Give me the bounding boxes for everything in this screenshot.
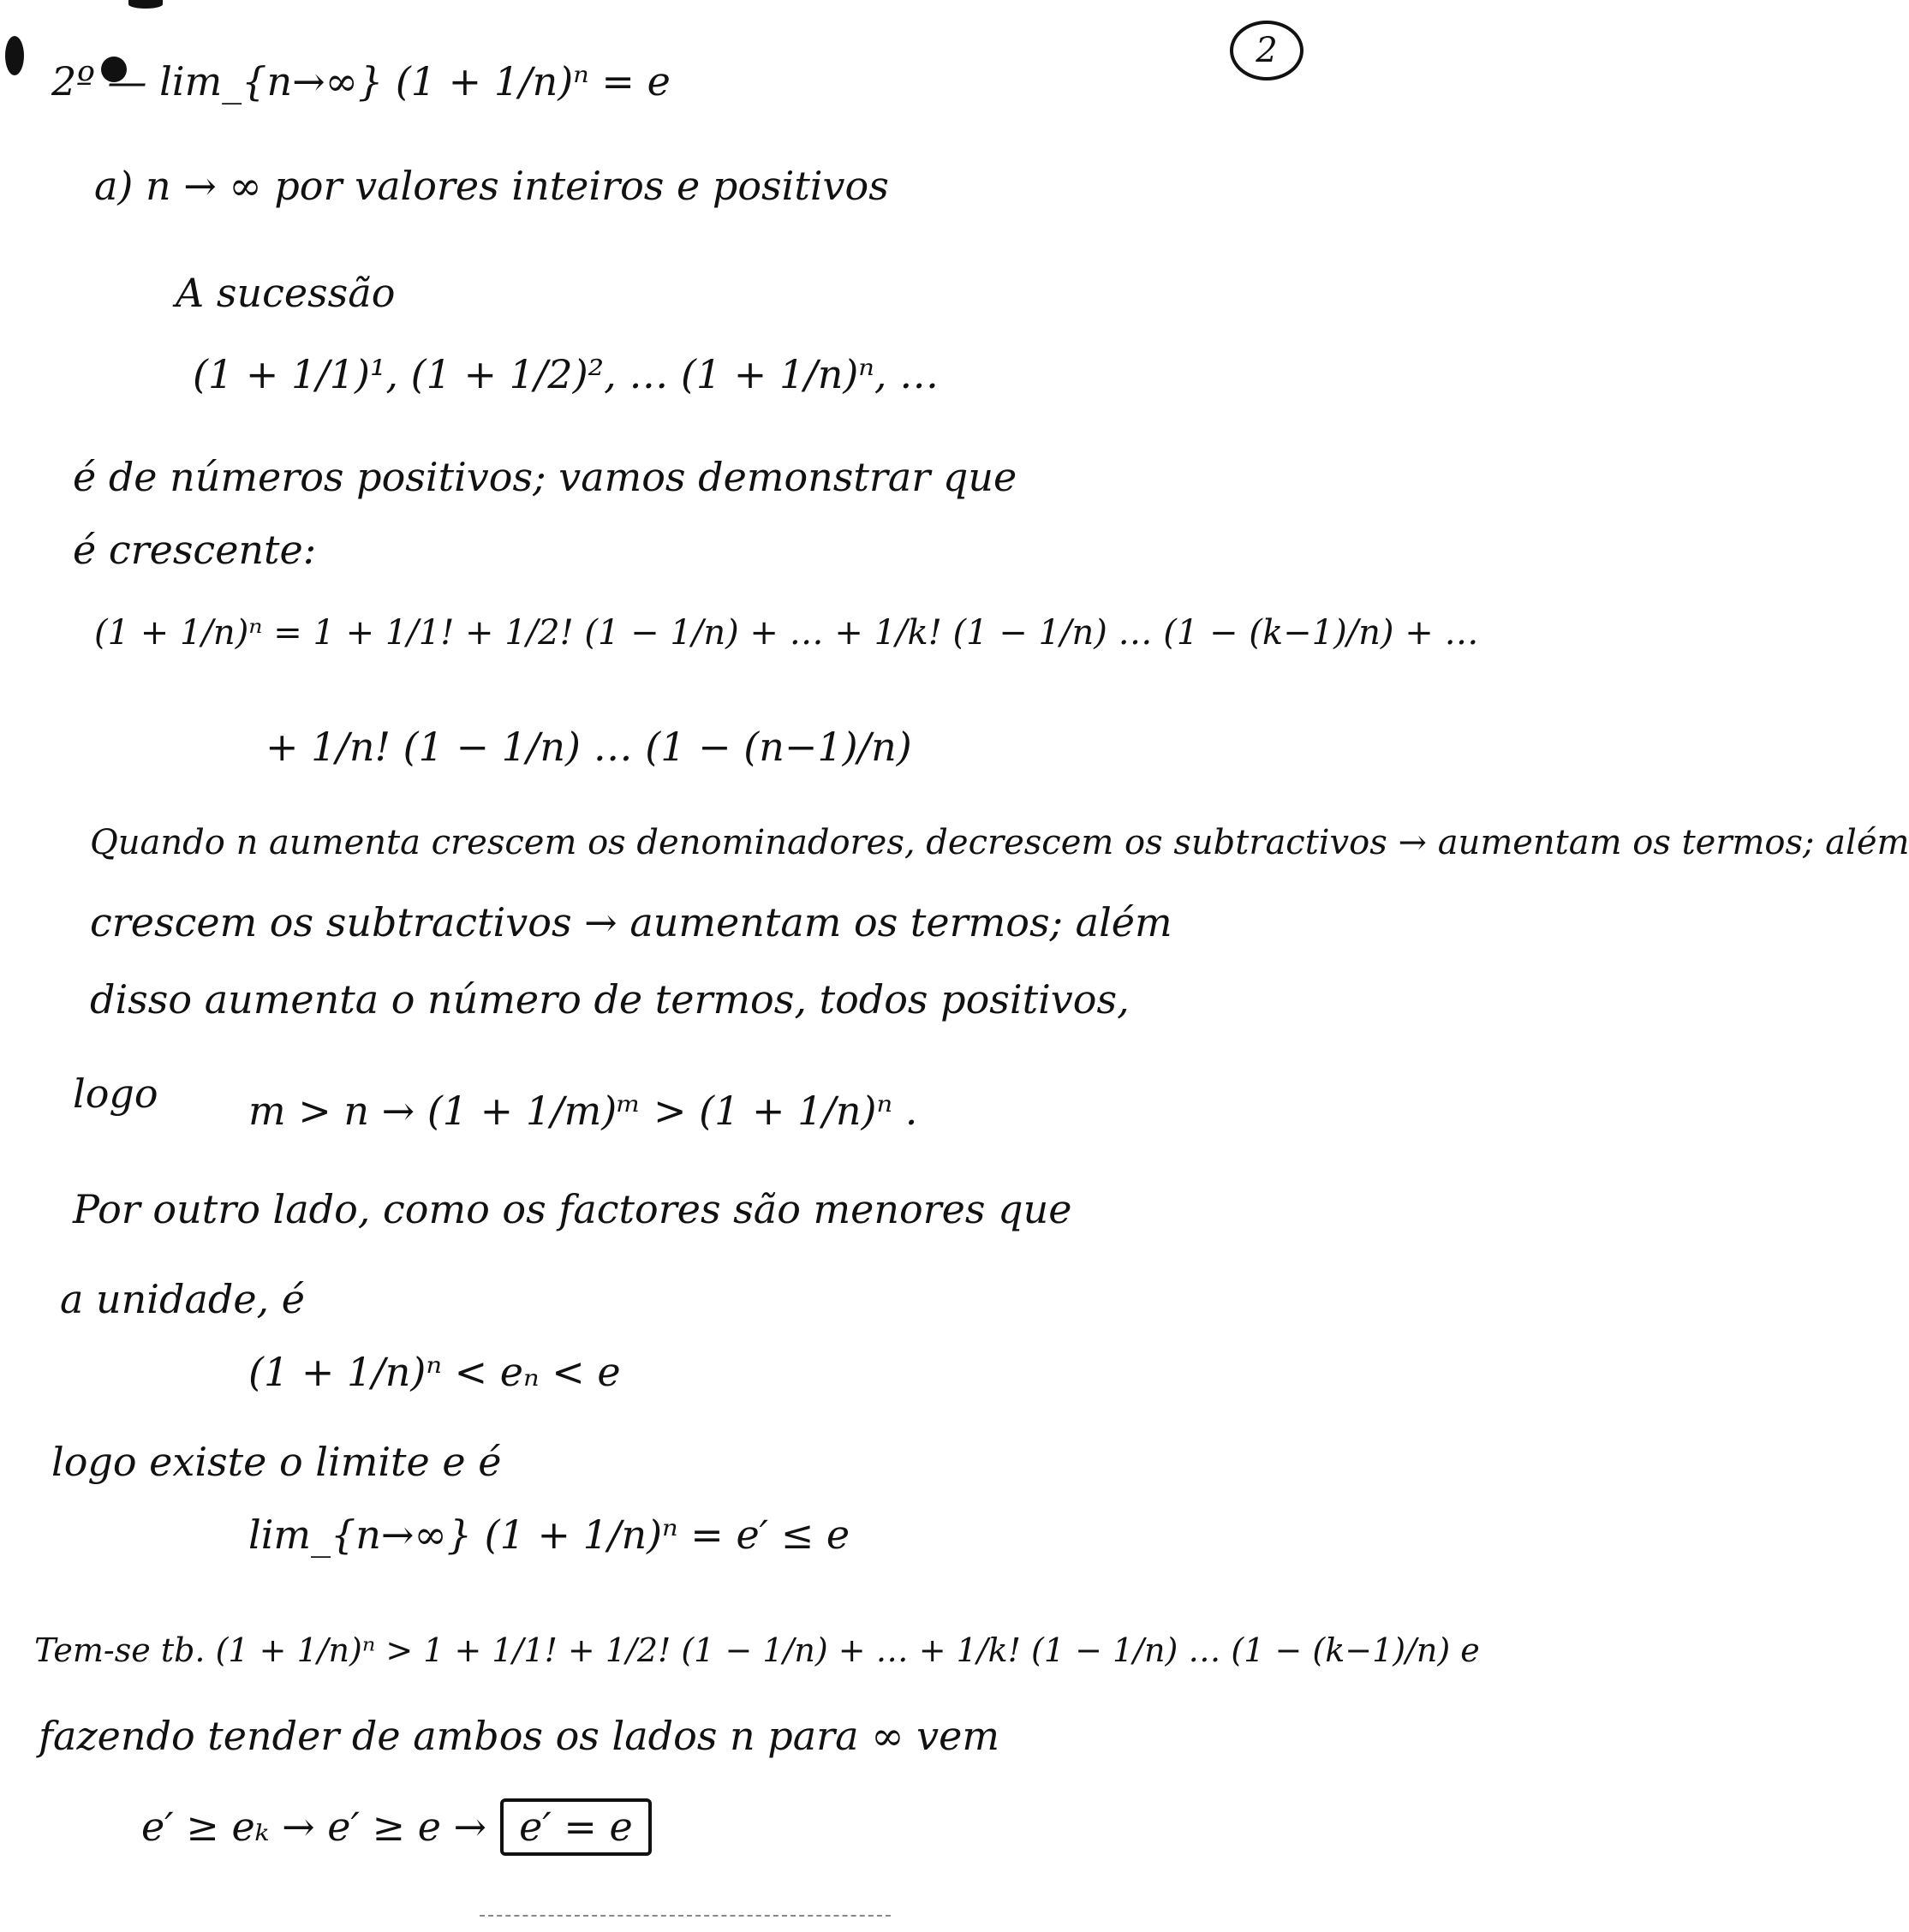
text-line: disso aumenta o número de termos, todos positivos,: [90, 976, 1130, 1023]
sequence-formula: (1 + 1/1)¹, (1 + 1/2)², … (1 + 1/n)ⁿ, …: [193, 351, 940, 397]
boxed-result: e′ = e: [500, 1798, 652, 1856]
binomial-expansion: (1 + 1/n)ⁿ = 1 + 1/1! + 1/2! (1 − 1/n) + … + 1/k! (1 − 1/n) … (1 − (k−1)/n) + …: [94, 613, 1479, 653]
text-line: logo existe o limite e é: [51, 1439, 502, 1485]
text-line: a unidade, é: [60, 1276, 306, 1322]
text-line: logo: [73, 1070, 158, 1117]
text-line: Por outro lado, como os factores são menores que: [73, 1186, 1072, 1232]
page-number-text: 2: [1256, 31, 1278, 70]
footer-rule: [480, 1915, 891, 1917]
text-line: fazendo tender de ambos os lados n para ∞ vem: [39, 1713, 999, 1759]
page-number: [1230, 21, 1303, 80]
monotonic-formula: m > n → (1 + 1/m)ᵐ > (1 + 1/n)ⁿ .: [248, 1088, 918, 1134]
text-line: é de números positivos; vamos demonstrar que: [73, 454, 1017, 500]
text-line: crescem os subtractivos → aumentam os termos; além: [90, 899, 1172, 945]
conclusion-line: [141, 1798, 652, 1856]
inequality-line: Tem-se tb. (1 + 1/n)ⁿ > 1 + 1/1! + 1/2! (1 − 1/n) + … + 1/k! (1 − 1/n) … (1 − (k−1)/n) e: [34, 1631, 1480, 1669]
limit-formula: lim_{n→∞} (1 + 1/n)ⁿ = e′ ≤ e: [248, 1512, 850, 1558]
part-a-statement: a) n → ∞ por valores inteiros e positivos: [94, 163, 889, 209]
ink-smudge: [5, 36, 24, 75]
binomial-expansion-cont: + 1/n! (1 − 1/n) … (1 − (n−1)/n): [265, 724, 912, 770]
problem-heading: 2º — lim_{n→∞} (1 + 1/n)ⁿ = e: [51, 58, 671, 104]
sequence-heading: A sucessão: [176, 270, 396, 316]
conclusion-steps: e′ ≥ eₖ → e′ ≥ e →: [141, 1804, 487, 1850]
text-line: é crescente:: [73, 527, 317, 573]
bound-formula: (1 + 1/n)ⁿ < eₙ < e: [248, 1349, 621, 1395]
ink-smudge: [128, 0, 163, 9]
text-line: Quando n aumenta crescem os denominadores, decrescem os subtractivos → aumentam os termos; além: [90, 823, 1909, 862]
